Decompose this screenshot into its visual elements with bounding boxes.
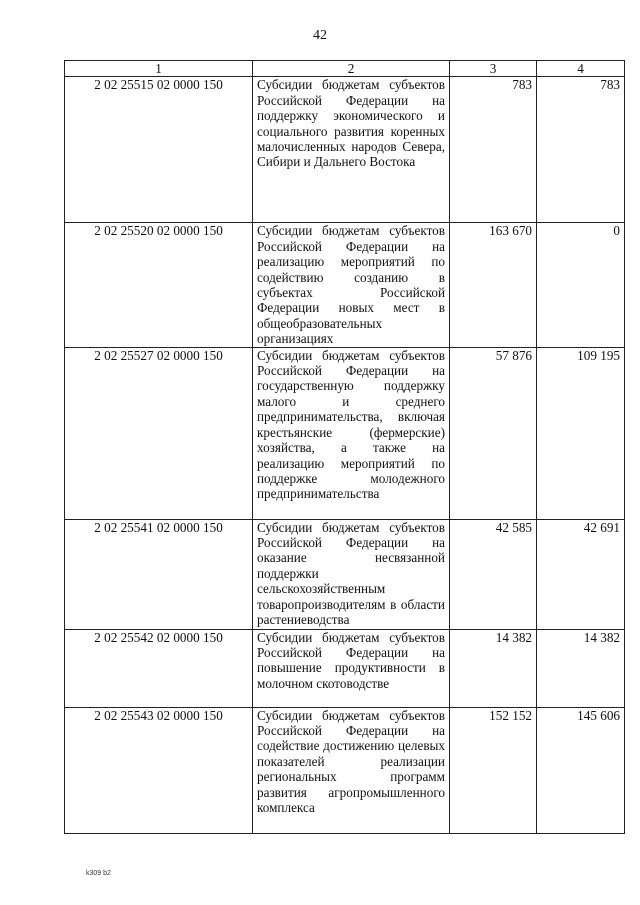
- column-header-1: 1: [65, 61, 253, 77]
- value-col3: 42 585: [450, 519, 537, 629]
- value-col3: 163 670: [450, 223, 537, 347]
- value-col4: 109 195: [537, 347, 625, 519]
- row-description: Субсидии бюджетам субъектов Российской Федерации на государственную поддержку малого и среднего предпринимательства, включая крестьянские (фермерские) хозяйства, а также на реализацию мероприятий по поддержке молодежного предпринимательства: [253, 347, 450, 519]
- table-row: [65, 519, 625, 629]
- budget-table: [64, 60, 625, 834]
- value-col3: 14 382: [450, 629, 537, 707]
- budget-code: 2 02 25542 02 0000 150: [65, 629, 253, 707]
- value-col3: 783: [450, 77, 537, 223]
- table-row: [65, 223, 625, 347]
- column-header-4: 4: [537, 61, 625, 77]
- row-description: Субсидии бюджетам субъектов Российской Федерации на реализацию мероприятий по содействию созданию в субъектах Российской Федерации новых мест в общеобразовательных организациях: [253, 223, 450, 347]
- table-header-row: [65, 61, 625, 77]
- value-col3: 57 876: [450, 347, 537, 519]
- footer-code: k309 b2: [86, 870, 111, 877]
- column-header-2: 2: [253, 61, 450, 77]
- row-description: Субсидии бюджетам субъектов Российской Федерации на содействие достижению целевых показателей реализации региональных программ развития агропромышленного комплекса: [253, 707, 450, 833]
- row-description: Субсидии бюджетам субъектов Российской Федерации на оказание несвязанной поддержки сельскохозяйственным товаропроизводителям в области растениеводства: [253, 519, 450, 629]
- value-col3: 152 152: [450, 707, 537, 833]
- table-row: [65, 629, 625, 707]
- column-header-3: 3: [450, 61, 537, 77]
- budget-code: 2 02 25515 02 0000 150: [65, 77, 253, 223]
- value-col4: 14 382: [537, 629, 625, 707]
- table-row: [65, 77, 625, 223]
- value-col4: 145 606: [537, 707, 625, 833]
- table-row: [65, 347, 625, 519]
- table-row: [65, 707, 625, 833]
- row-description: Субсидии бюджетам субъектов Российской Федерации на поддержку экономического и социального развития коренных малочисленных народов Севера, Сибири и Дальнего Востока: [253, 77, 450, 223]
- budget-code: 2 02 25520 02 0000 150: [65, 223, 253, 347]
- budget-code: 2 02 25541 02 0000 150: [65, 519, 253, 629]
- budget-code: 2 02 25527 02 0000 150: [65, 347, 253, 519]
- value-col4: 0: [537, 223, 625, 347]
- value-col4: 42 691: [537, 519, 625, 629]
- value-col4: 783: [537, 77, 625, 223]
- row-description: Субсидии бюджетам субъектов Российской Федерации на повышение продуктивности в молочном скотоводстве: [253, 629, 450, 707]
- page-number: 42: [313, 28, 327, 43]
- budget-code: 2 02 25543 02 0000 150: [65, 707, 253, 833]
